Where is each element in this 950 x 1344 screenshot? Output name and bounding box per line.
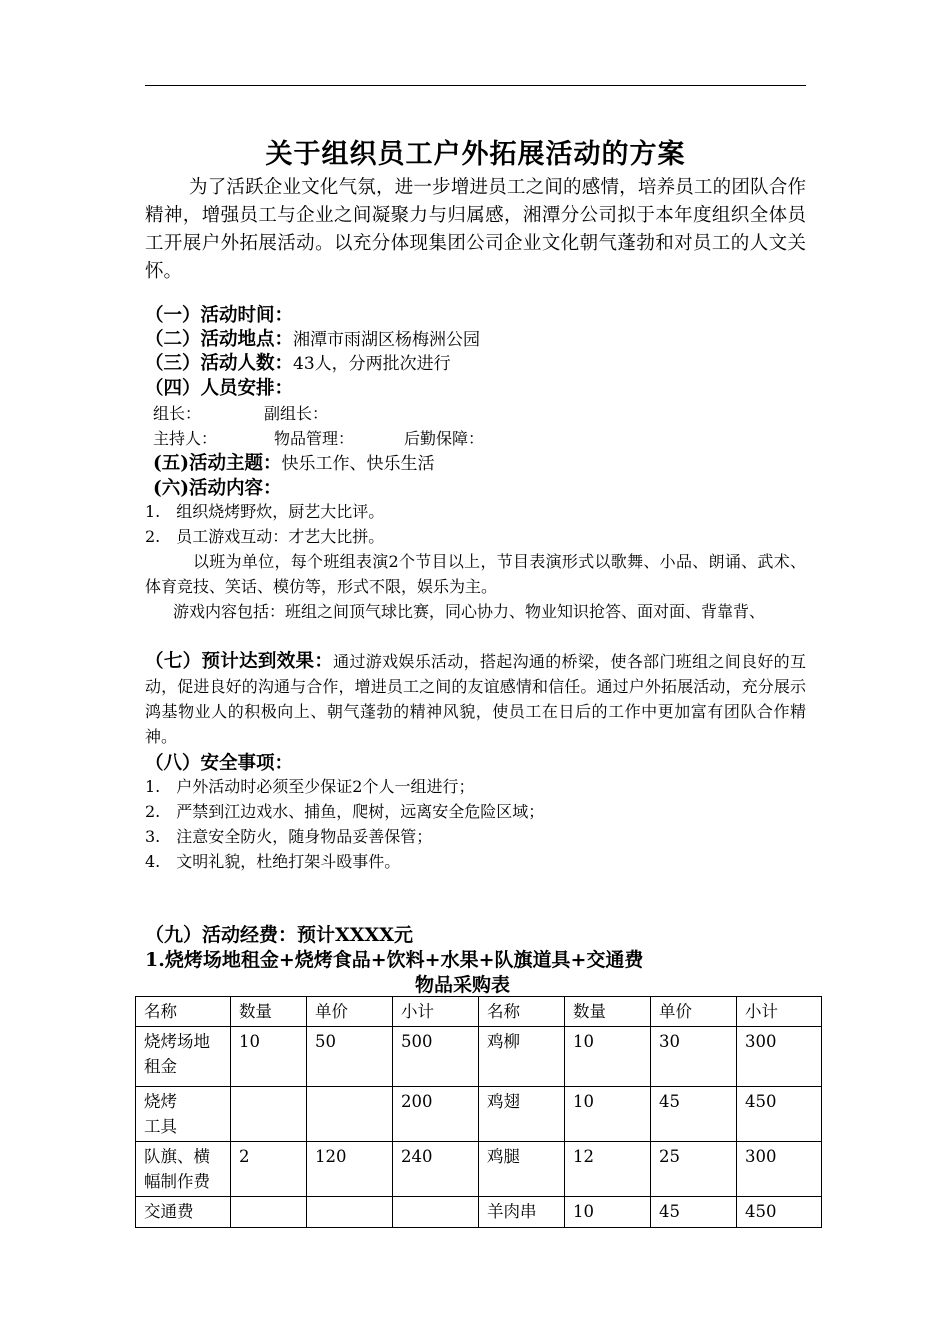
table-cell: 10 xyxy=(565,1197,651,1228)
table-cell: 烧烤场地 租金 xyxy=(136,1027,231,1087)
section-safety xyxy=(145,749,293,775)
logistics-label: 后勤保障： xyxy=(404,429,485,448)
table-cell: 10 xyxy=(565,1027,651,1087)
table-cell xyxy=(393,1197,479,1228)
table-cell: 烧烤 工具 xyxy=(136,1087,231,1142)
list-item: 3. 注意安全防火，随身物品妥善保管； xyxy=(145,827,433,846)
host-label: 主持人： xyxy=(153,429,218,448)
list-item: 1. 组织烧烤野炊，厨艺大比评。 xyxy=(145,502,385,521)
table-cell: 240 xyxy=(393,1142,479,1197)
section-value: 通过游戏娱乐活动，搭起沟通的桥梁，使各部门班组之间良好的互动，促进良好的沟通与合作，增进员工之间的友谊感情和信任。通过户外拓展活动，充分展示鸿基物业人的积极向上、朝气蓬勃的精神风貌，使员工在日后的工作中更加富有团队合作精神。 xyxy=(145,652,806,746)
header-cell: 数量 xyxy=(231,997,307,1027)
header-cell: 数量 xyxy=(565,997,651,1027)
section-value: 快乐工作、快乐生活 xyxy=(281,454,435,474)
table-cell: 45 xyxy=(651,1197,737,1228)
table-cell: 鸡柳 xyxy=(479,1027,565,1087)
purchase-table xyxy=(135,996,822,1228)
table-cell: 200 xyxy=(393,1087,479,1142)
section-label: （四）人员安排： xyxy=(145,378,294,399)
section-label: (五)活动主题： xyxy=(153,453,282,474)
table-cell: 12 xyxy=(565,1142,651,1197)
table-cell: 交通费 xyxy=(136,1197,231,1228)
table-row xyxy=(136,1087,822,1142)
header-cell: 小计 xyxy=(737,997,822,1027)
table-cell xyxy=(231,1197,307,1228)
header-rule xyxy=(145,85,806,86)
table-cell xyxy=(307,1197,393,1228)
section-activity-time xyxy=(145,301,293,327)
table-cell: 45 xyxy=(651,1087,737,1142)
table-cell: 120 xyxy=(307,1142,393,1197)
table-cell: 鸡翅 xyxy=(479,1087,565,1142)
section-label: (六)活动内容： xyxy=(153,478,282,499)
table-cell: 450 xyxy=(737,1087,822,1142)
table-cell: 300 xyxy=(737,1142,822,1197)
section-label: （八）安全事项： xyxy=(145,753,294,774)
section-expected-effect xyxy=(145,649,806,749)
table-cell: 鸡腿 xyxy=(479,1142,565,1197)
table-cell: 10 xyxy=(565,1087,651,1142)
list-item: 4. 文明礼貌，杜绝打架斗殴事件。 xyxy=(145,852,401,871)
section-activity-content xyxy=(153,474,282,500)
section-label: （三）活动人数： xyxy=(145,353,294,374)
games-paragraph: 游戏内容包括：班组之间顶气球比赛，同心协力、物业知识抢答、面对面、背靠背、 xyxy=(173,602,766,621)
table-cell: 300 xyxy=(737,1027,822,1087)
header-cell: 名称 xyxy=(136,997,231,1027)
table-row xyxy=(136,1027,822,1087)
table-cell: 2 xyxy=(231,1142,307,1197)
section-value: 43人，分两批次进行 xyxy=(293,354,451,374)
leader-label: 组长： xyxy=(153,404,202,423)
table-title: 物品采购表 xyxy=(415,974,511,996)
section-activity-headcount xyxy=(145,349,451,375)
section-budget: （九）活动经费：预计XXXX元 xyxy=(145,924,413,946)
goods-manager-label: 物品管理： xyxy=(274,429,355,448)
header-cell: 小计 xyxy=(393,997,479,1027)
header-cell: 名称 xyxy=(479,997,565,1027)
section-activity-theme xyxy=(153,449,435,475)
table-cell: 羊肉串 xyxy=(479,1197,565,1228)
document-title: 关于组织员工户外拓展活动的方案 xyxy=(265,139,686,170)
section-label: （二）活动地点： xyxy=(145,329,294,350)
table-cell: 500 xyxy=(393,1027,479,1087)
header-cell: 单价 xyxy=(307,997,393,1027)
section-label: （一）活动时间： xyxy=(145,305,294,326)
table-cell xyxy=(307,1087,393,1142)
table-row xyxy=(136,1197,822,1228)
vice-leader-label: 副组长： xyxy=(264,404,329,423)
performance-paragraph: 以班为单位，每个班组表演2个节目以上，节目表演形式以歌舞、小品、朗诵、武术、体育竞技、笑话、模仿等，形式不限，娱乐为主。 xyxy=(145,552,806,596)
intro-paragraph: 为了活跃企业文化气氛，进一步增进员工之间的感情，培养员工的团队合作精神，增强员工与企业之间凝聚力与归属感，湘潭分公司拟于本年度组织全体员工开展户外拓展活动。以充分体现集团公司企业文化朝气蓬勃和对员工的人文关怀。 xyxy=(145,177,806,282)
section-staff-arrangement xyxy=(145,374,293,400)
table-cell: 25 xyxy=(651,1142,737,1197)
table-header-row xyxy=(136,997,822,1027)
table-cell: 队旗、横 幅制作费 xyxy=(136,1142,231,1197)
table-row xyxy=(136,1142,822,1197)
table-cell: 30 xyxy=(651,1027,737,1087)
section-label: （七）预计达到效果： xyxy=(145,651,334,672)
list-item: 2. 员工游戏互动：才艺大比拼。 xyxy=(145,527,385,546)
table-cell: 10 xyxy=(231,1027,307,1087)
table-cell xyxy=(231,1087,307,1142)
budget-line: 1.烧烤场地租金+烧烤食品+饮料+水果+队旗道具+交通费 xyxy=(145,949,644,971)
list-item: 2. 严禁到江边戏水、捕鱼，爬树，远离安全危险区域； xyxy=(145,802,545,821)
header-cell: 单价 xyxy=(651,997,737,1027)
section-value: 湘潭市雨湖区杨梅洲公园 xyxy=(293,330,481,350)
section-activity-location xyxy=(145,325,480,351)
table-cell: 50 xyxy=(307,1027,393,1087)
list-item: 1. 户外活动时必须至少保证2个人一组进行； xyxy=(145,777,475,796)
table-cell: 450 xyxy=(737,1197,822,1228)
